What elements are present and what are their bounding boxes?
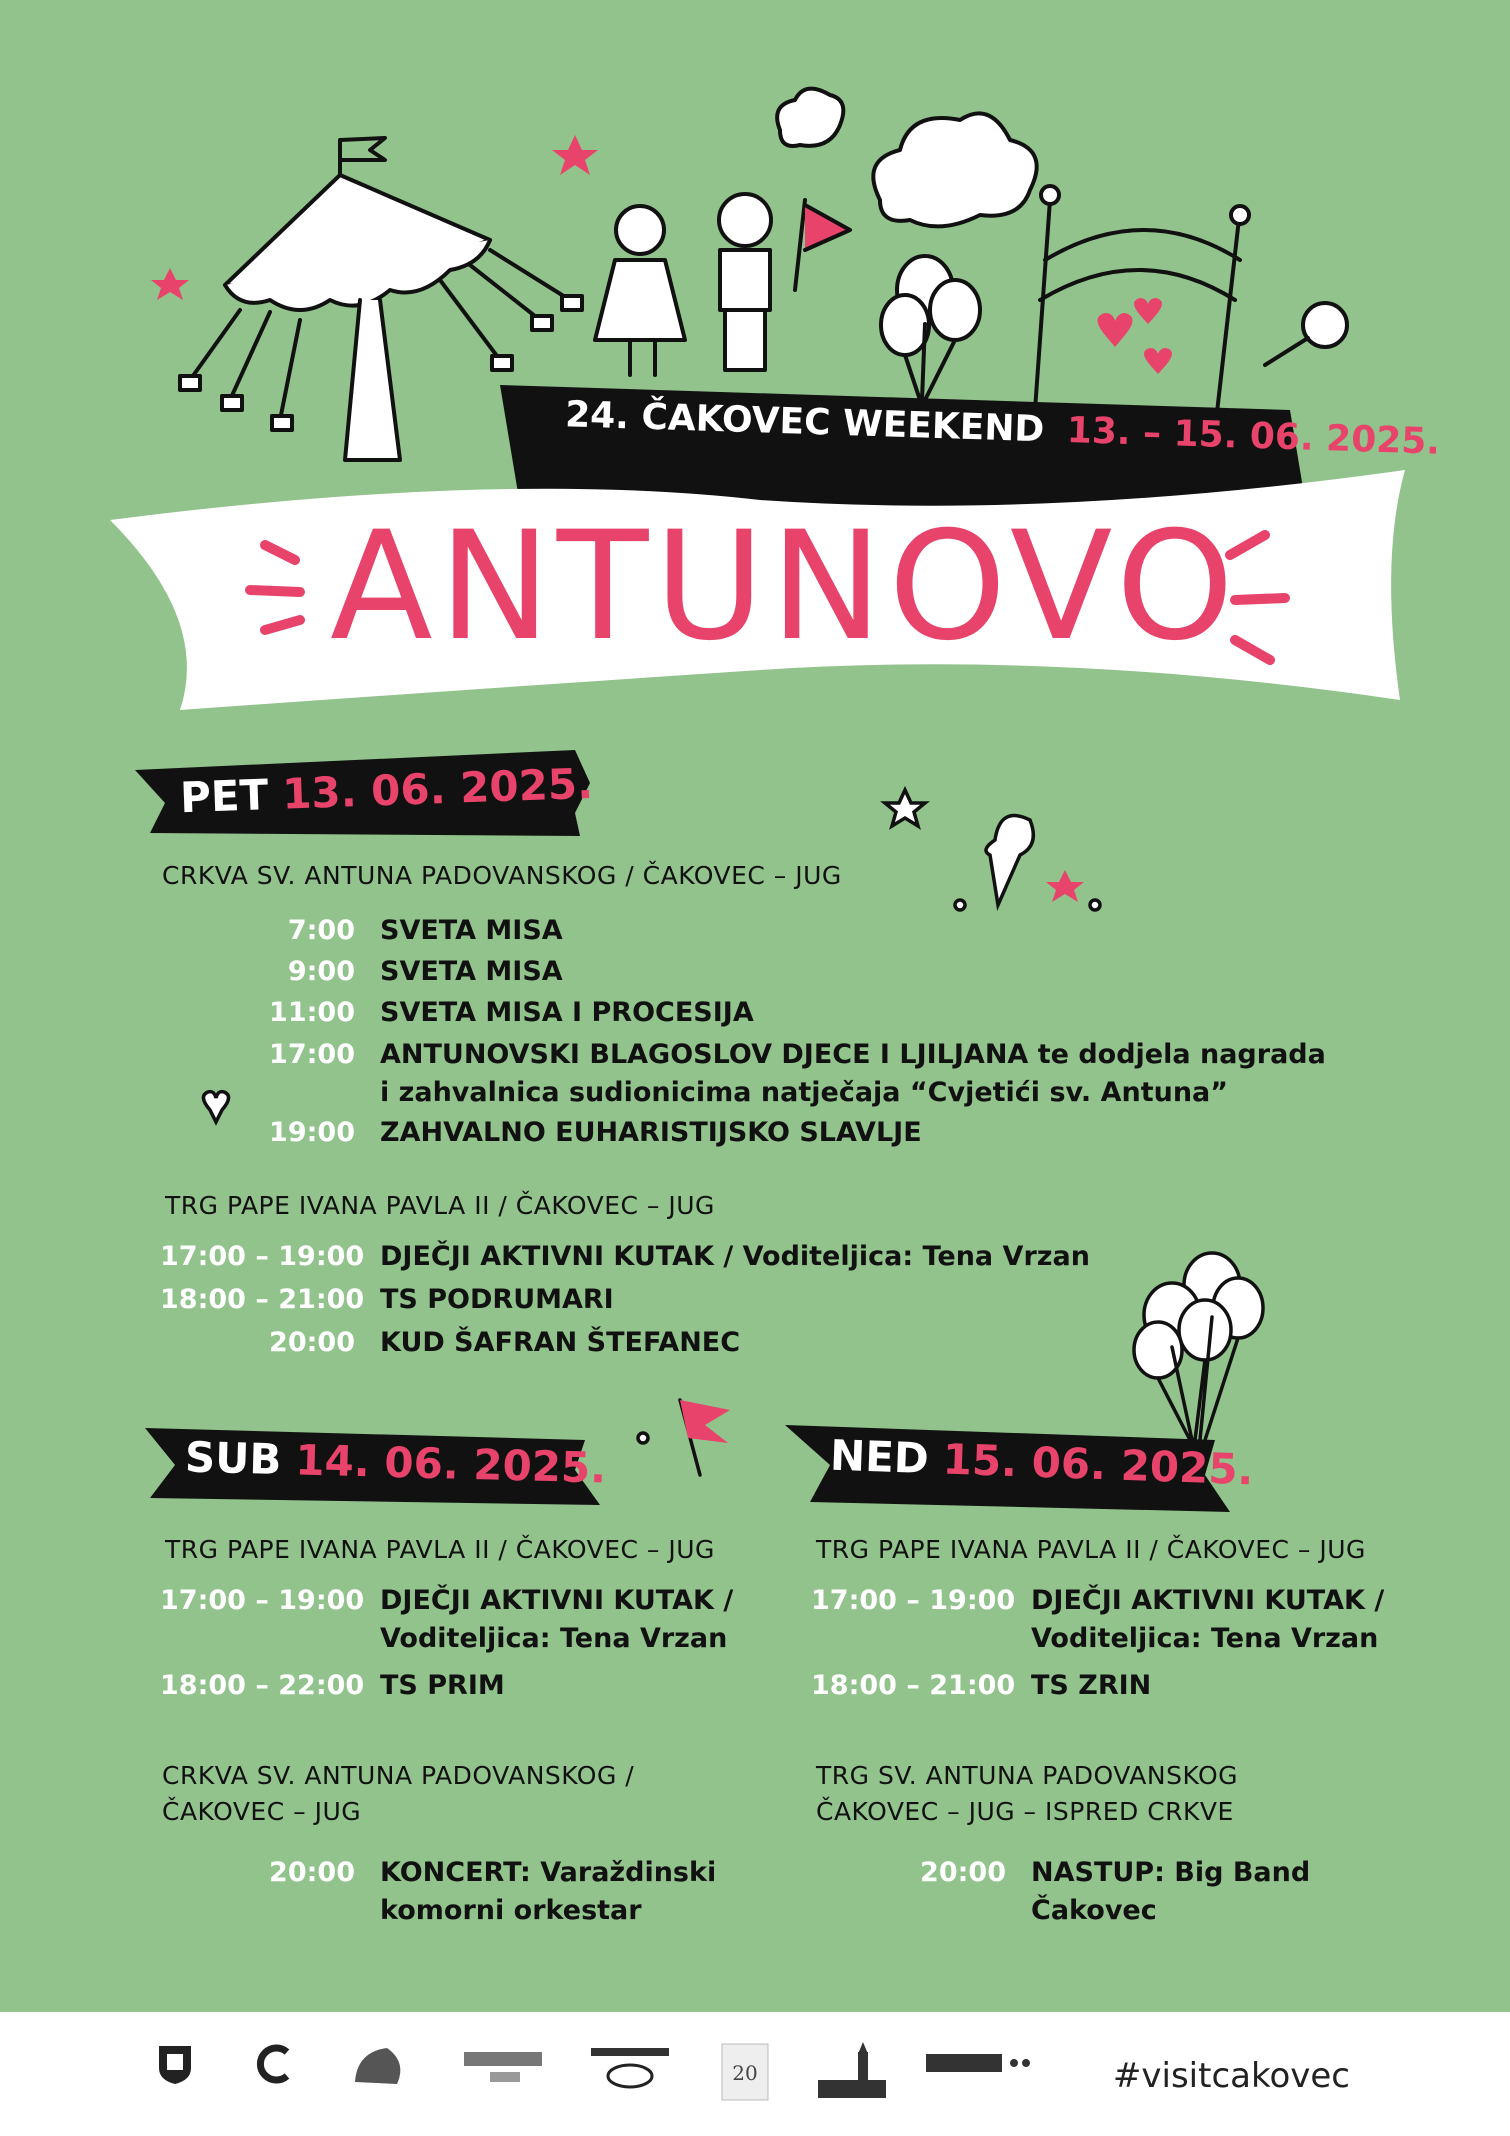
lollipop-icon xyxy=(1303,303,1347,347)
event-line1: DJEČJI AKTIVNI KUTAK / xyxy=(380,1585,734,1616)
sunday-venue-square: TRG PAPE IVANA PAVLA II / ČAKOVEC – JUG xyxy=(816,1535,1366,1564)
event-time: 17:00 – 19:00 xyxy=(160,1241,365,1272)
event-name: SVETA MISA xyxy=(380,915,563,946)
balloon-bunch-icon xyxy=(1134,1253,1263,1440)
event-name xyxy=(380,1854,716,1930)
heart-outline-icon xyxy=(203,1092,228,1122)
event-name: TS ZRIN xyxy=(1031,1670,1152,1701)
event-line1: KONCERT: Varaždinski xyxy=(380,1857,717,1888)
decorations xyxy=(0,760,1510,1483)
saturday-day: SUB xyxy=(184,1431,283,1484)
star-icon xyxy=(885,790,925,826)
event-name xyxy=(380,1582,733,1658)
kia-logo-icon xyxy=(585,2042,675,2095)
sunday-date: 15. 06. 2025. xyxy=(941,1434,1255,1494)
venue-line1: CRKVA SV. ANTUNA PADOVANSKOG / xyxy=(162,1761,635,1790)
city-crest-icon xyxy=(150,2042,200,2089)
friday-day: PET xyxy=(179,769,270,822)
sunday-venue-church-square xyxy=(816,1758,1238,1830)
event-line2: Voditeljica: Tena Vrzan xyxy=(380,1623,728,1654)
event-line2: Voditeljica: Tena Vrzan xyxy=(1031,1623,1379,1654)
event-time: 19:00 xyxy=(269,1117,355,1148)
sunday-event-row xyxy=(811,1854,1310,1930)
saturday-event-row xyxy=(160,1667,505,1705)
venue-line2: ČAKOVEC – JUG xyxy=(162,1797,362,1826)
anniversary-logo-icon xyxy=(715,2042,775,2105)
event-line1: NASTUP: Big Band xyxy=(1031,1857,1311,1888)
saturday-date: 14. 06. 2025. xyxy=(294,1434,607,1493)
event-name: SVETA MISA xyxy=(380,956,563,987)
event-line2: komorni orkestar xyxy=(380,1895,642,1926)
event-time: 20:00 xyxy=(269,1327,355,1358)
event-name: DJEČJI AKTIVNI KUTAK / Voditeljica: Tena Vrzan xyxy=(380,1241,1090,1272)
event-time: 18:00 – 22:00 xyxy=(160,1670,365,1701)
saturday-event-row xyxy=(160,1854,716,1930)
event-name xyxy=(1031,1854,1310,1930)
small-cloud-icon xyxy=(777,89,843,146)
czk-logo-icon xyxy=(920,2042,1050,2085)
friday-venue-square: TRG PAPE IVANA PAVLA II / ČAKOVEC – JUG xyxy=(165,1191,715,1220)
children-icon xyxy=(595,194,850,375)
event-title: ANTUNOVO xyxy=(330,500,1240,674)
event-time: 11:00 xyxy=(269,997,355,1028)
event-name: ZAHVALNO EUHARISTIJSKO SLAVLJE xyxy=(380,1117,922,1148)
church-logo-icon xyxy=(812,2042,892,2105)
svg-text:20: 20 xyxy=(732,2061,758,2085)
croatia-logo-icon xyxy=(458,2042,548,2095)
sunday-day: NED xyxy=(829,1430,930,1483)
friday-venue-church: CRKVA SV. ANTUNA PADOVANSKOG / ČAKOVEC – JUG xyxy=(162,861,842,890)
event-time: 7:00 xyxy=(287,915,355,946)
event-name: KUD ŠAFRAN ŠTEFANEC xyxy=(380,1327,741,1358)
edition-label: 24. ČAKOVEC WEEKEND xyxy=(564,394,1045,451)
event-line2: Čakovec xyxy=(1031,1895,1157,1926)
balloons-icon xyxy=(881,256,980,400)
event-line1: ANTUNOVSKI BLAGOSLOV DJECE I LJILJANA te dodjela nagrada xyxy=(380,1039,1326,1070)
sponsor-footer xyxy=(0,2012,1510,2136)
saturday-venue-church xyxy=(162,1758,634,1830)
cloud-icon xyxy=(873,113,1036,226)
saturday-band xyxy=(144,1417,647,1506)
saturday-event-row xyxy=(160,1582,733,1658)
leaf-logo-icon xyxy=(345,2042,415,2095)
venue-line1: TRG SV. ANTUNA PADOVANSKOG xyxy=(816,1761,1239,1790)
event-time: 17:00 xyxy=(269,1039,355,1070)
event-line2: i zahvalnica sudionicima natječaja “Cvjetići sv. Antuna” xyxy=(380,1077,1229,1108)
event-name: TS PODRUMARI xyxy=(380,1284,614,1315)
event-time: 9:00 xyxy=(287,956,355,987)
event-name: TS PRIM xyxy=(380,1670,505,1701)
event-time: 20:00 xyxy=(920,1857,1006,1888)
edition-dates: 13. – 15. 06. 2025. xyxy=(1066,410,1441,463)
event-time: 18:00 – 21:00 xyxy=(160,1284,365,1315)
friday-date: 13. 06. 2025. xyxy=(281,758,594,819)
event-time: 18:00 – 21:00 xyxy=(811,1670,1016,1701)
tourism-logo-icon xyxy=(250,2042,300,2089)
sunday-event-row xyxy=(811,1582,1384,1658)
event-line1: DJEČJI AKTIVNI KUTAK / xyxy=(1031,1585,1385,1616)
ice-cream-icon xyxy=(986,816,1033,906)
event-time: 20:00 xyxy=(269,1857,355,1888)
venue-line2: ČAKOVEC – JUG – ISPRED CRKVE xyxy=(816,1797,1234,1826)
hashtag: #visitcakovec xyxy=(1112,2056,1350,2096)
event-name xyxy=(1031,1582,1384,1658)
sunday-event-row xyxy=(811,1667,1151,1705)
event-time: 17:00 – 19:00 xyxy=(160,1585,365,1616)
event-time: 17:00 – 19:00 xyxy=(811,1585,1016,1616)
event-name: SVETA MISA I PROCESIJA xyxy=(380,997,754,1028)
saturday-venue-square: TRG PAPE IVANA PAVLA II / ČAKOVEC – JUG xyxy=(165,1535,715,1564)
